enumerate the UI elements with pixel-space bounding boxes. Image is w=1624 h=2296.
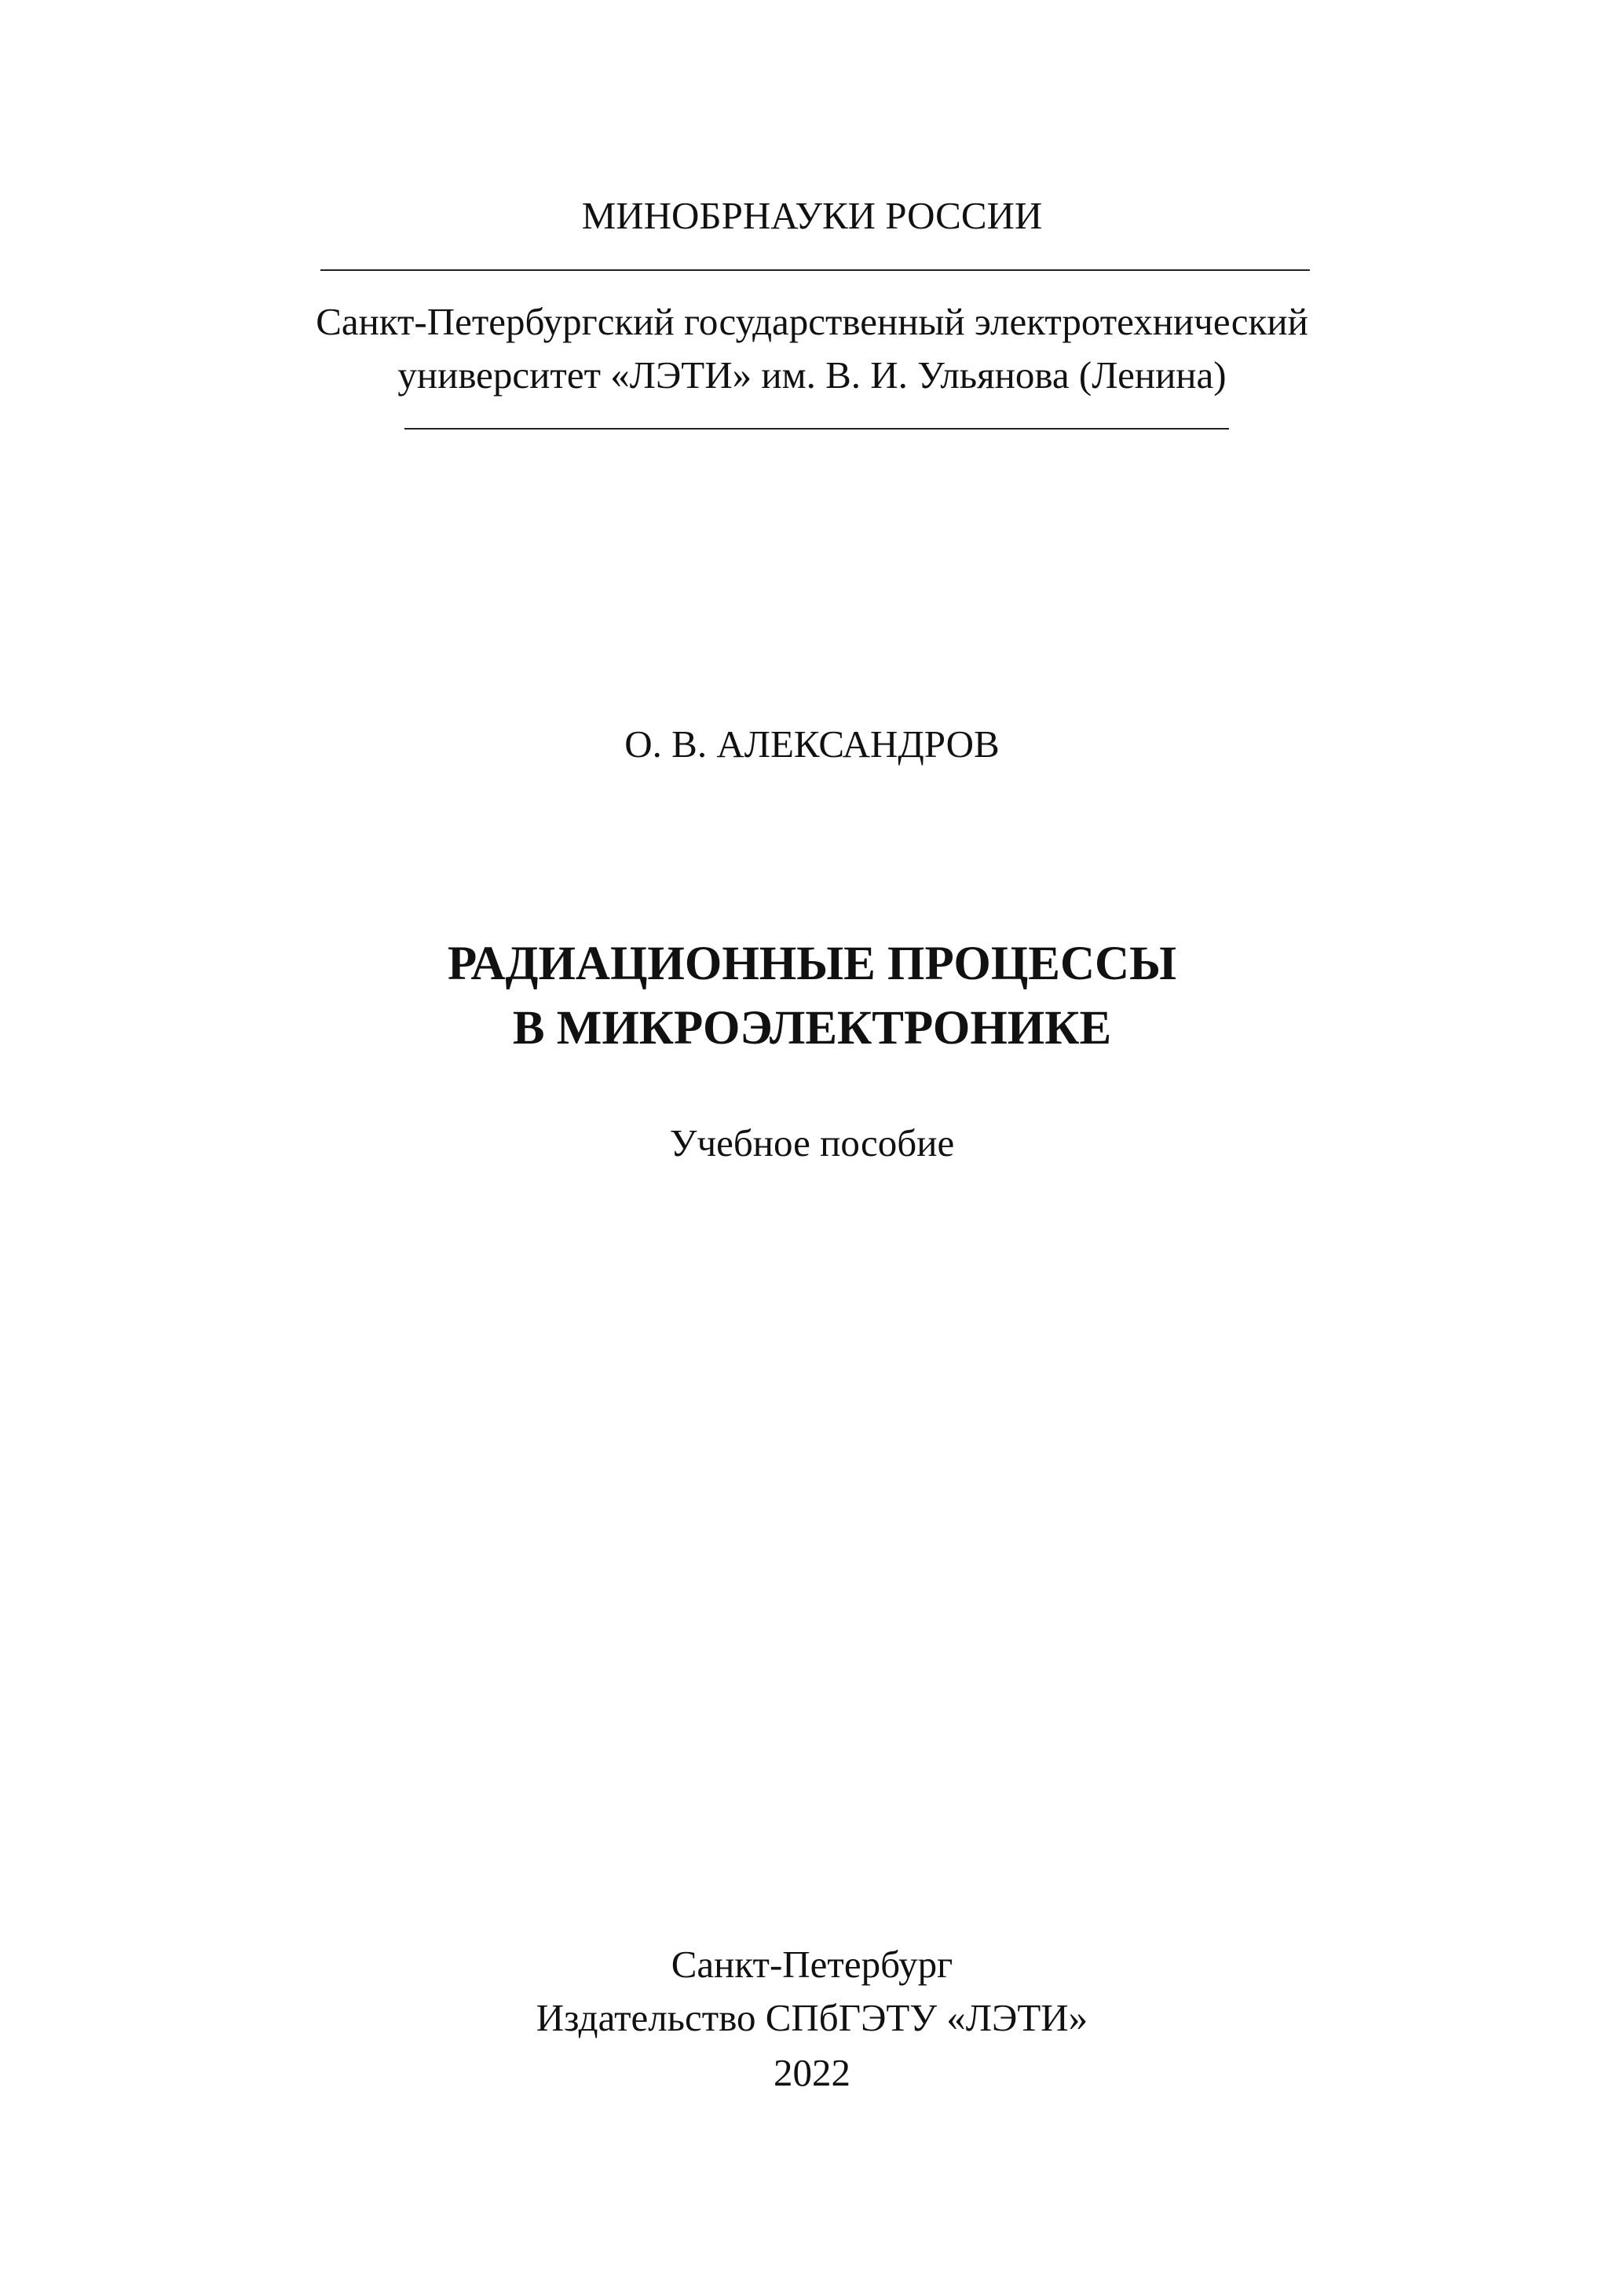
university-name-line2: университет «ЛЭТИ» им. В. И. Ульянова (Ленина) [397,353,1227,397]
imprint-year: 2022 [774,2051,850,2094]
book-title-line2: В МИКРОЭЛЕКТРОНИКЕ [512,1002,1112,1055]
imprint-city: Санкт-Петербург [671,1943,953,1986]
author-name: О. В. АЛЕКСАНДРОВ [624,722,1000,766]
header-divider-bottom [404,428,1229,430]
book-type: Учебное пособие [669,1121,955,1164]
ministry-name: МИНОБРНАУКИ РОССИИ [581,194,1043,237]
book-title-line1: РАДИАЦИОННЫЕ ПРОЦЕССЫ [448,938,1176,990]
header-divider-top [320,269,1310,271]
university-name-line1: Санкт-Петербургский государственный электротехнический [316,300,1308,343]
imprint-publisher: Издательство СПбГЭТУ «ЛЭТИ» [536,1996,1088,2039]
